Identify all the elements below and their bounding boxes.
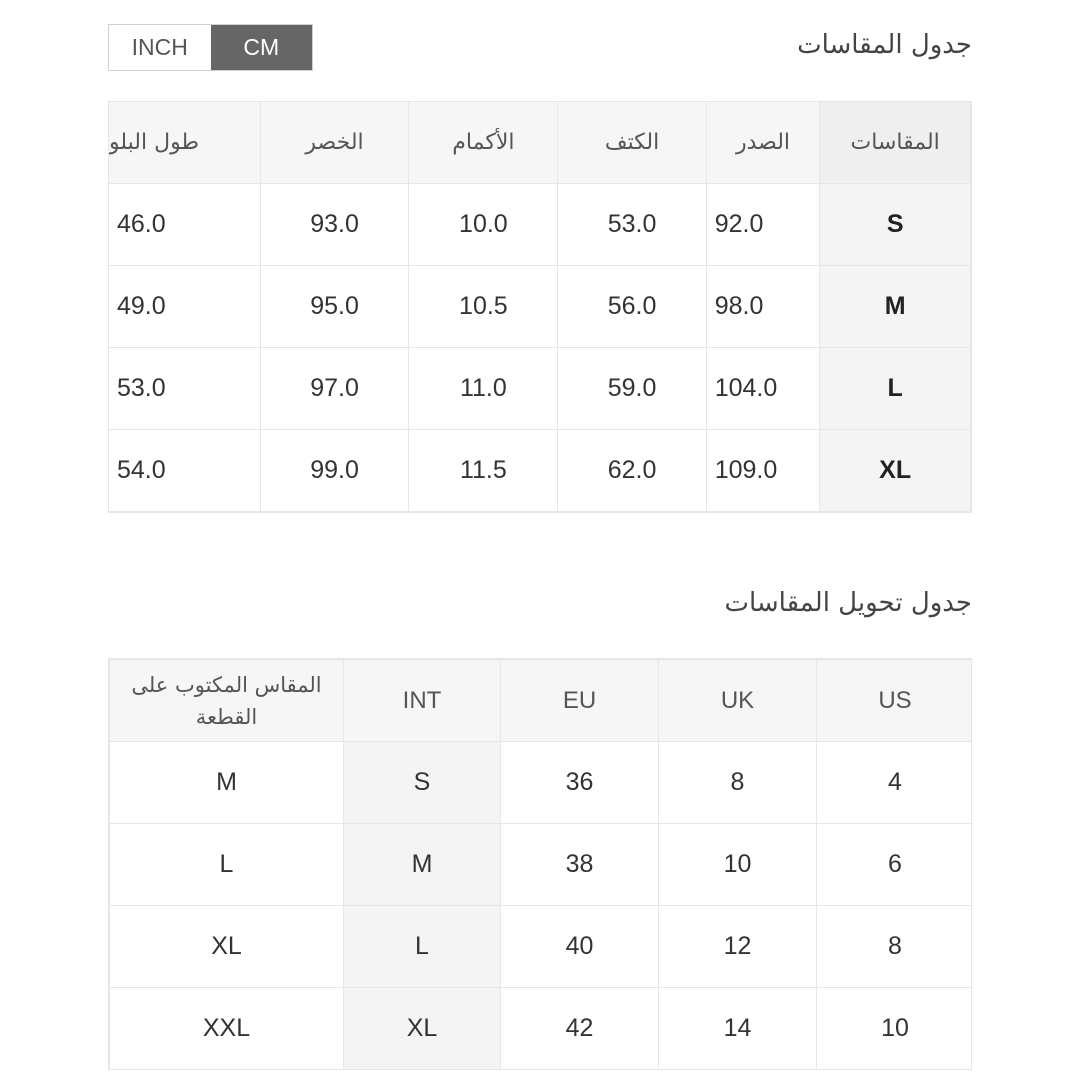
value-cell: 11.5 [409,430,558,512]
value-cell: 8 [659,742,817,824]
table-row [109,348,971,430]
value-cell: XL [110,906,344,988]
header-int: INT [344,660,501,742]
value-cell: L [110,824,344,906]
value-cell: 4 [817,742,973,824]
size-chart-title: جدول المقاسات [797,30,972,60]
conversion-chart-table [109,659,972,1070]
table-row [110,824,973,906]
value-cell: 104.0 [706,348,820,430]
value-cell: 11.0 [409,348,558,430]
table-row [109,184,971,266]
cm-unit-button[interactable]: CM [211,25,313,70]
header-length: طول البلو [109,102,261,184]
size-cell: M [820,266,971,348]
value-cell: 62.0 [558,430,706,512]
header-label-size: المقاس المكتوب على القطعة [110,660,344,742]
value-cell: 6 [817,824,973,906]
value-cell: 10 [659,824,817,906]
value-cell: 53.0 [109,348,261,430]
value-cell: 46.0 [109,184,261,266]
value-cell: XL [344,988,501,1070]
header-sleeve: الأكمام [409,102,558,184]
value-cell: 8 [817,906,973,988]
inch-unit-button[interactable]: INCH [109,25,211,70]
size-cell: XL [820,430,971,512]
value-cell: M [344,824,501,906]
size-chart-table-wrapper[interactable] [108,101,972,513]
value-cell: 40 [501,906,659,988]
value-cell: 56.0 [558,266,706,348]
value-cell: 49.0 [109,266,261,348]
conversion-chart-table-wrapper [108,658,972,1070]
table-row [110,988,973,1070]
header-chest: الصدر [706,102,820,184]
value-cell: 10.5 [409,266,558,348]
value-cell: S [344,742,501,824]
table-header-row [109,102,971,184]
table-header-row [110,660,973,742]
value-cell: 92.0 [706,184,820,266]
header-size: المقاسات [820,102,971,184]
table-row [109,430,971,512]
unit-toggle [108,24,313,71]
value-cell: 99.0 [260,430,409,512]
table-row [110,742,973,824]
value-cell: 38 [501,824,659,906]
value-cell: 93.0 [260,184,409,266]
size-cell: S [820,184,971,266]
value-cell: 14 [659,988,817,1070]
value-cell: M [110,742,344,824]
value-cell: 53.0 [558,184,706,266]
header-shoulder: الكتف [558,102,706,184]
header-eu: EU [501,660,659,742]
value-cell: 98.0 [706,266,820,348]
size-cell: L [820,348,971,430]
value-cell: 12 [659,906,817,988]
value-cell: 36 [501,742,659,824]
conversion-chart-title: جدول تحويل المقاسات [724,588,972,618]
value-cell: 10 [817,988,973,1070]
table-row [110,906,973,988]
value-cell: 10.0 [409,184,558,266]
value-cell: 54.0 [109,430,261,512]
value-cell: XXL [110,988,344,1070]
header-waist: الخصر [260,102,409,184]
value-cell: 109.0 [706,430,820,512]
value-cell: 42 [501,988,659,1070]
value-cell: 95.0 [260,266,409,348]
value-cell: 59.0 [558,348,706,430]
header-us: US [817,660,973,742]
value-cell: L [344,906,501,988]
header-uk: UK [659,660,817,742]
table-row [109,266,971,348]
value-cell: 97.0 [260,348,409,430]
size-chart-table [108,101,971,512]
